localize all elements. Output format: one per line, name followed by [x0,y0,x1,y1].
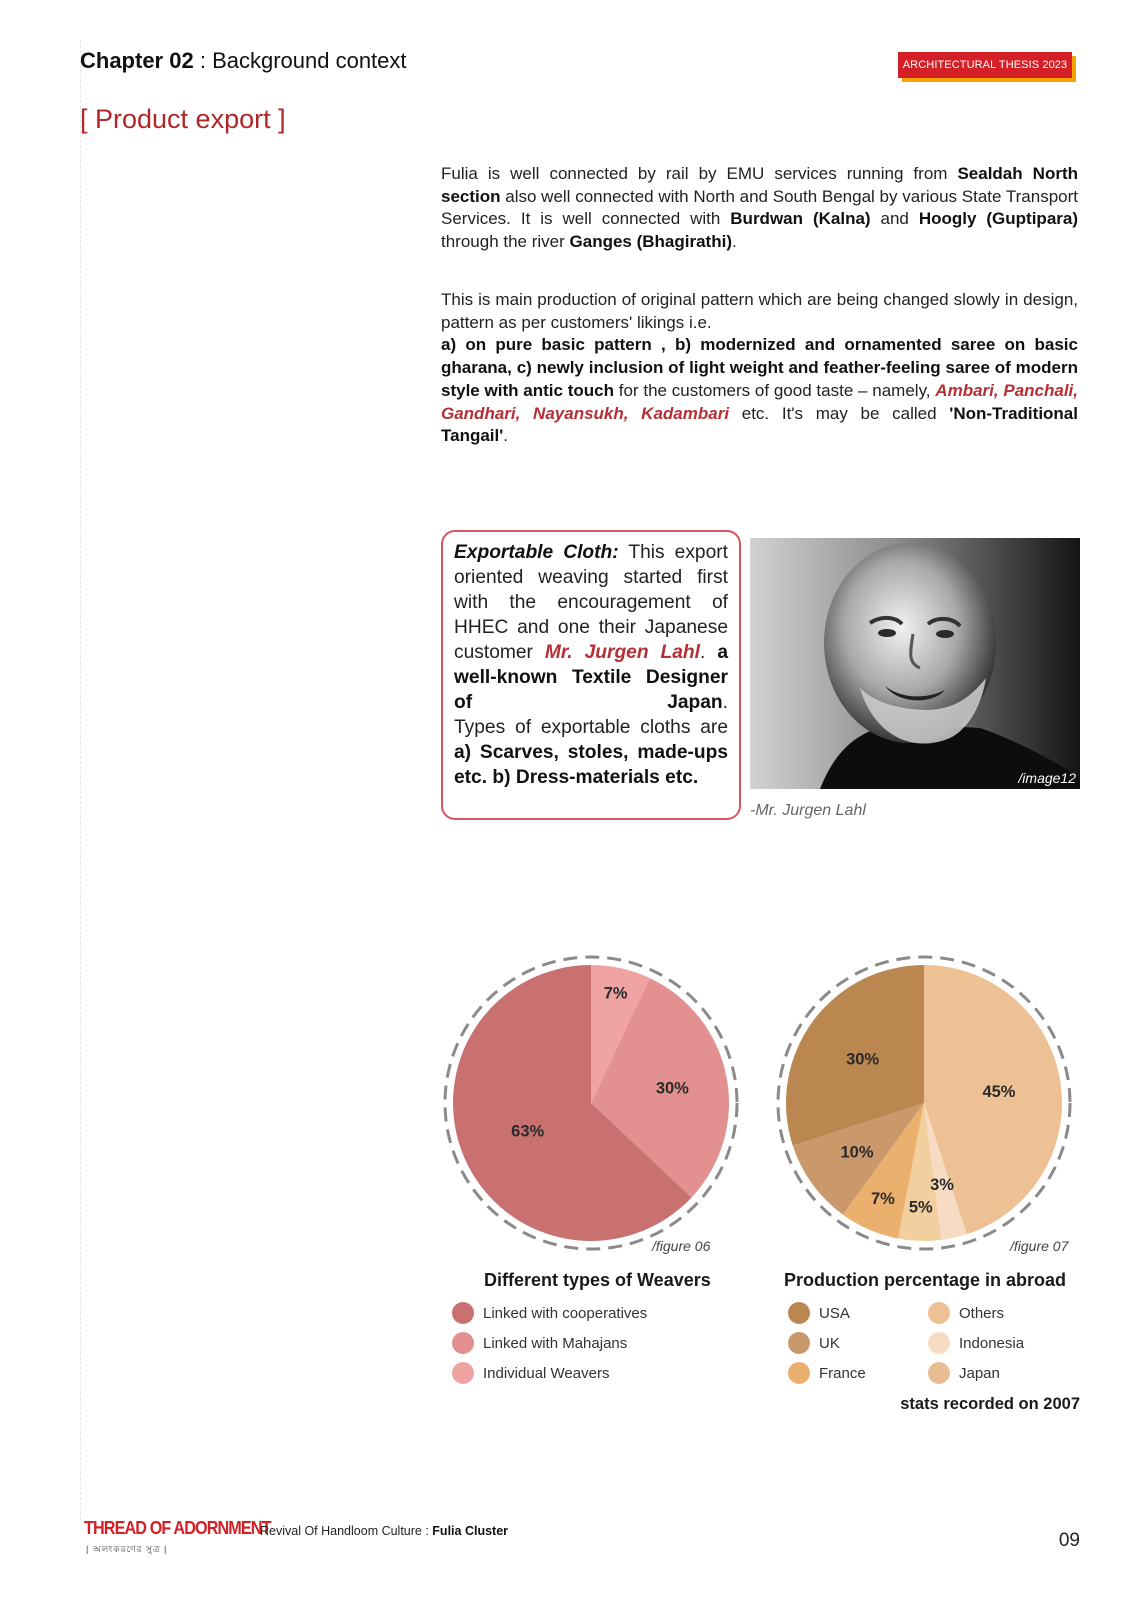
legend-label: Linked with cooperatives [483,1304,648,1322]
legend-item [452,1302,647,1324]
legend-swatch [788,1332,810,1354]
callout-lead: Exportable Cloth: [454,542,619,563]
pie-data-label: 3% [930,1175,954,1194]
chapter-title: Background context [212,48,407,73]
footer-text-bold: Fulia Cluster [432,1524,509,1538]
bold-text: a) on pure basic pattern , b) modernized and ornamented saree on basic gharana, c) newly inclusion of light weight and feather-feeling saree of modern style with antic touch [441,335,1078,400]
legend-swatch [788,1362,810,1384]
text: etc. It's may be called [729,403,950,423]
chart-title: Different types of Weavers [484,1270,711,1290]
bold-text: a well-known Textile Designer of Japan [454,642,728,713]
pie-data-label: 45% [982,1083,1016,1102]
legend-item [452,1362,609,1384]
highlight-text: Mr. Jurgen Lahl [544,642,700,663]
legend-item [788,1362,866,1384]
text: Fulia is well connected by rail by EMU services running from [441,164,958,183]
text: . [722,692,728,713]
callout-para-2 [454,715,728,790]
pie-data-label: 7% [603,984,628,1003]
legend-label: France [819,1364,866,1382]
legend-label: Indonesia [959,1334,1025,1352]
legend-swatch [928,1302,950,1324]
text: . [731,232,737,252]
bold-text: Hoogly (Guptipara) [918,209,1079,229]
page-number: 09 [1058,1530,1080,1551]
paragraph-production [441,289,1078,448]
text: Types of exportable cloths are [454,717,728,738]
thesis-badge [898,52,1076,82]
chapter-heading [80,48,407,74]
pie-data-label: 63% [511,1122,545,1141]
legend-item [452,1332,627,1354]
legend-swatch [788,1302,810,1324]
chapter-number: Chapter 02 [80,48,194,73]
footer-text-regular: Revival Of Handloom Culture : [260,1524,433,1538]
chapter-separator: : [193,48,213,73]
section-title: [ Product export ] [80,104,286,134]
legend-swatch [928,1362,950,1384]
legend-item [928,1302,1004,1324]
callout-para-1 [454,540,728,715]
legend-label: UK [819,1334,840,1352]
bold-text: 'Non-Traditional Tangail' [441,403,1078,446]
legend-swatch [928,1332,950,1354]
chart-title: Production percentage in abroad [784,1270,1067,1290]
bold-text: Ganges (Bhagirathi) [569,232,732,252]
portrait-photo [750,538,1080,789]
legend-item [788,1302,850,1324]
bold-text: a) Scarves, stoles, made-ups etc. b) Dress-materials etc. [454,742,728,788]
text: . [700,642,718,663]
paragraph-connectivity [441,163,1078,254]
highlight-text: Ambari, Panchali, Gandhari, Nayansukh, Kadambari [441,380,1078,423]
figure-tag: /figure 07 [1010,1238,1069,1254]
legend-swatch [452,1302,474,1324]
legend-swatch [452,1362,474,1384]
stats-note: stats recorded on 2007 [900,1395,1080,1413]
production-pie-chart [776,955,1072,1251]
bold-text: Burdwan (Kalna) [730,209,871,229]
bold-text: Sealdah North section [441,164,1078,206]
margin-rule [80,40,81,1520]
pie-data-label: 7% [870,1189,895,1208]
footer-logo: THREAD OF ADORNMENT [84,1518,271,1538]
pie-data-label: 30% [655,1079,689,1098]
footer-logo-subtitle: | অলংকরণের সুত্র | [86,1544,168,1554]
photo-caption: -Mr. Jurgen Lahl [750,802,866,819]
legend-item [928,1362,1000,1384]
legend-swatch [452,1332,474,1354]
text: . [503,426,509,446]
text: through the river [441,232,570,252]
text: and [870,209,919,229]
figure-tag: /figure 06 [652,1238,711,1254]
exportable-cloth-callout [441,530,741,820]
legend-label: Linked with Mahajans [483,1334,628,1352]
weavers-pie-chart [443,955,739,1251]
text: This export oriented weaving started first with the encouragement of HHEC and one their Japanese customer [454,542,728,663]
pie-data-label: 10% [840,1143,874,1162]
pie-data-label: 30% [846,1050,880,1069]
legend-item [928,1332,1024,1354]
legend-label: Individual Weavers [483,1364,610,1382]
text: for the customers of good taste – namely, [613,380,936,400]
legend-label: Japan [959,1364,1000,1382]
portrait-illustration [750,538,1080,789]
legend-item [788,1332,840,1354]
legend-label: USA [819,1304,850,1322]
text: This is main production of original pattern which are being changed slowly in design, pattern as per customers' likings i.e. [441,290,1078,332]
legend-label: Others [959,1304,1005,1322]
badge-label: ARCHITECTURAL THESIS 2023 [898,52,1072,78]
image-tag: /image12 [1018,770,1076,786]
pie-data-label: 5% [908,1198,933,1217]
footer-text [260,1524,508,1538]
text: also well connected with North and South Bengal by various State Transport Services. It is well connected with [441,186,1078,229]
